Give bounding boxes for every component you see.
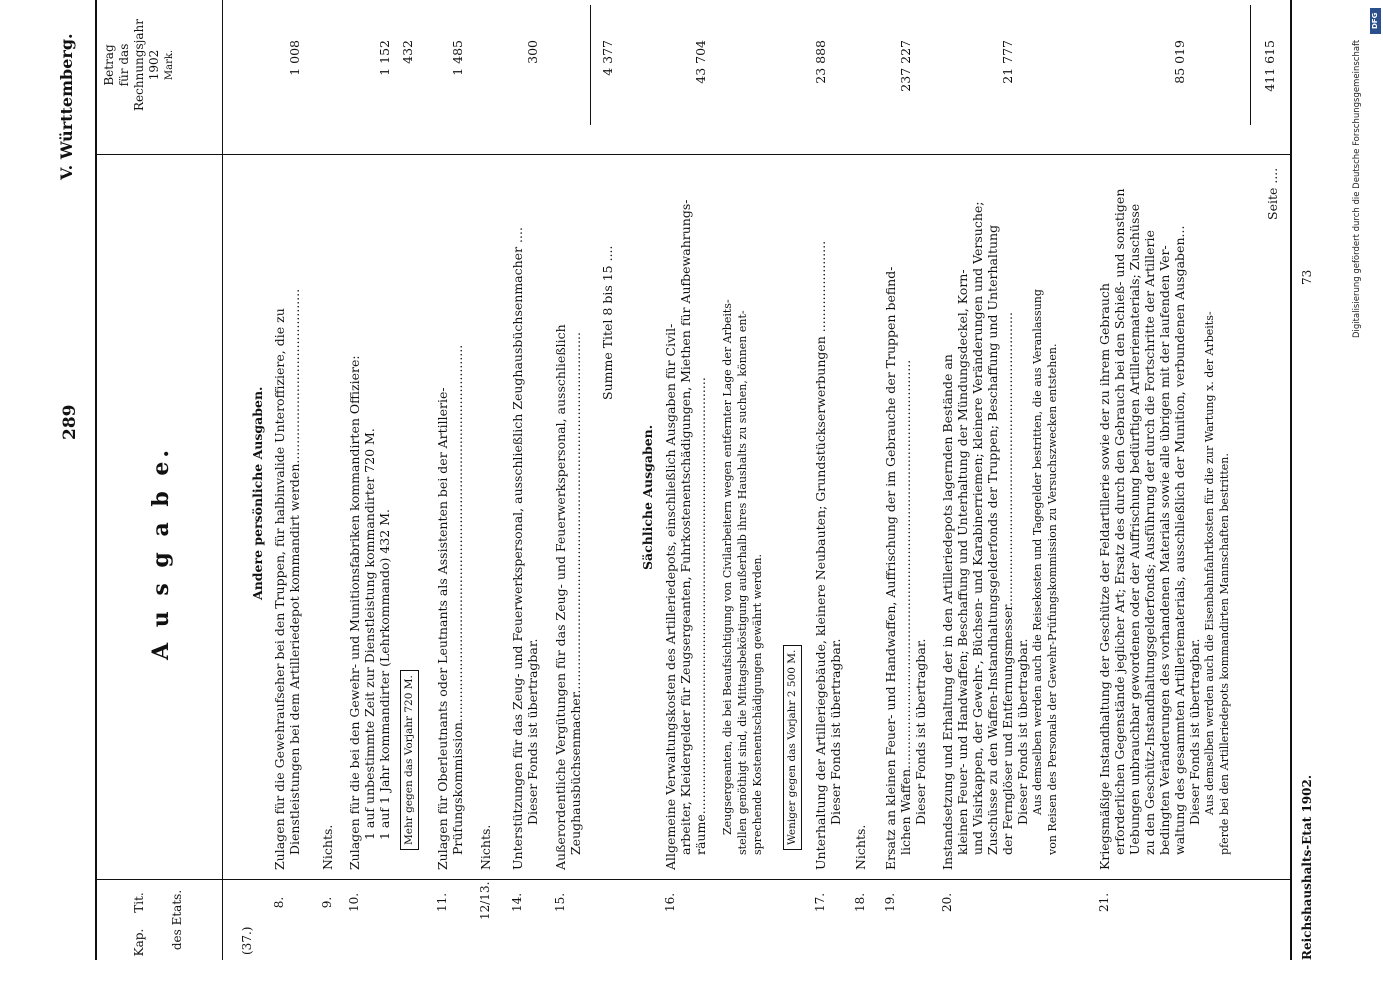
row-21-line-1: Kriegsmäßige Instandhaltung der Geschütze der Feldartillerie sowie der zu ihrem Gebrauch <box>1097 283 1112 870</box>
row-21-line-3: Uebungen unbrauchbar gewordenen oder der Auffrischung bedürftigen Artilleriematerials; Zuschüsse <box>1127 203 1142 855</box>
row-10-line-3: 1 auf 1 Jahr kommandirter (Lehrkommando) 432 M. <box>377 509 392 840</box>
row-11-line-2: Prüfungskommission............................................................................................... <box>450 344 465 855</box>
row-21-line-9: pferde bei den Artilleriedepots kommandirten Mannschaften bestritten. <box>1218 453 1231 855</box>
dfg-logo: DFG <box>1370 8 1381 34</box>
col-rule-2 <box>95 154 1290 155</box>
tit-20: 20. <box>940 892 954 913</box>
summe-rule <box>590 5 591 125</box>
row-16-line-2: arbeiter, Kleidergelder für Zeugsergeanten, Fuhrkostenentschädigungen, Miethen für Aufbewahrungs- <box>678 199 693 855</box>
mark-label: Mark. <box>164 49 175 81</box>
row-16-line-6: sprechende Kostenentschädigungen gewährt werden. <box>751 553 764 855</box>
tit-18: 18. <box>853 892 867 913</box>
row-20-line-4: Zuschüsse zu den Waffen-Instandhaltungsgelderfonds der Truppen; Beschaffung und Unterhaltung <box>985 224 1000 855</box>
row-15-line-1: Außerordentliche Vergütungen für das Zeug- und Feuerwerkspersonal, ausschließlich <box>553 324 568 870</box>
row-20-line-2: kleinen Feuer- und Handwaffen; Beschaffung und Unterhaltung der Mündungsdeckel, Korn- <box>955 269 970 855</box>
tit-21: 21. <box>1097 892 1111 913</box>
row-16-line-5: stellen genöthigt sind, die Mittagsbeköstigung außerhalb ihres Haushalts zu suchen, können ent- <box>736 310 749 855</box>
tit-10: 10. <box>347 892 361 913</box>
tit-9: 9. <box>320 896 334 909</box>
amount-10: 1 152 <box>377 40 392 76</box>
row-21-line-6: waltung des gesammten Artilleriematerials, ausschließlich der Munition, verbundenen Ausgaben... <box>1172 225 1187 855</box>
amount-17: 23 888 <box>813 40 828 84</box>
header-rule <box>222 0 223 960</box>
section-title: V. Württemberg. <box>57 33 76 180</box>
col-tit: Tit. <box>132 892 146 913</box>
tit-14: 14. <box>510 892 524 913</box>
row-21-line-5: bedingten Veränderungen des vorhandenen Materials sowie alle übrigen mit der laufenden Ver- <box>1157 245 1172 855</box>
row-11-line-1: Zulagen für Oberleutnants oder Leutnants als Assistenten bei der Artillerie- <box>435 387 450 870</box>
row-17-line-2: Dieser Fonds ist übertragbar. <box>828 638 843 825</box>
betrag-header <box>102 0 177 130</box>
amount-19: 237 227 <box>898 40 913 92</box>
heading: A u s g a b e. <box>148 445 174 660</box>
tit-15: 15. <box>553 892 567 913</box>
tit-16: 16. <box>663 892 677 913</box>
betrag-line-3: Rechnungsjahr <box>132 19 146 111</box>
row-20-line-5: der Fernglöser und Entfernungsmesser.......................................................................... <box>1000 312 1015 855</box>
row-8-line-2: Dienstleistungen bei dem Artilleriedepot kommandirt werden............................................ <box>287 288 302 855</box>
amount-20: 21 777 <box>1000 40 1015 84</box>
row-14-line-1: Unterstützungen für das Zeug- und Feuerwerkspersonal, ausschließlich Zeughausbüchsenmacher .... <box>510 227 525 870</box>
footer-page: 73 <box>1300 269 1314 285</box>
page-number: 289 <box>60 404 80 440</box>
total-rule <box>1250 5 1251 125</box>
row-16-line-1: Allgemeine Verwaltungskosten des Artilleriedepots, einschließlich Ausgaben für Civil- <box>663 323 678 870</box>
top-rule <box>95 0 97 960</box>
amount-8: 1 008 <box>287 40 302 76</box>
row-21-line-2: erforderlichen Gegenstände jeglicher Art; Ersatz des durch den Gebrauch bei den Schieß- und sonstigen <box>1112 188 1127 855</box>
row-18-line-1: Nichts. <box>853 824 868 870</box>
amount-10-mehr: 432 <box>400 40 415 64</box>
tit-11: 11. <box>435 892 449 913</box>
betrag-line-1: Betrag <box>102 44 116 86</box>
amount-16: 43 704 <box>693 40 708 84</box>
row-20-line-8: von Reisen des Personals der Gewehr-Prüfungskommission zu Versuchszwecken entstehen. <box>1046 343 1059 855</box>
bottom-rule <box>1290 0 1292 960</box>
row-10-line-2: 1 auf unbestimmte Zeit zur Dienstleistung kommandirter 720 M. <box>362 428 377 840</box>
col-rule-1 <box>95 879 1290 880</box>
tit-17: 17. <box>813 892 827 913</box>
row-20-line-3: und Visirkappen, der Gewehr-, Büchsen- und Karabinerriemen; kleinere Veränderungen und Versuche; <box>970 201 985 855</box>
row-21-line-8: Aus demselben werden auch die Eisenbahnfahrtkosten für die zur Wartung x. der Arbeits- <box>1203 311 1216 815</box>
col-kap: Kap. <box>132 928 146 957</box>
kap-value: (37.) <box>240 926 254 955</box>
row-16-note: Weniger gegen das Vorjahr 2 500 M. <box>783 645 802 850</box>
row-12-line-1: Nichts. <box>478 824 493 870</box>
row-17-line-1: Unterhaltung der Artilleriegebäude, kleinere Neubauten; Grundstückserwerbungen ....................... <box>813 240 828 870</box>
betrag-line-4: 1902 <box>147 49 161 81</box>
row-19-line-2: lichen Waffen....................................................................................................... <box>898 359 913 855</box>
amount-14: 300 <box>525 40 540 64</box>
tit-12-13: 12/13. <box>478 881 492 920</box>
section-personal: Andere persönliche Ausgaben. <box>250 386 265 600</box>
footer-etat: Reichshaushalts-Etat 1902. <box>1300 774 1314 960</box>
tit-19: 19. <box>883 892 897 913</box>
row-19-line-3: Dieser Fonds ist übertragbar. <box>913 638 928 825</box>
row-10-note: Mehr gegen das Vorjahr 720 M. <box>400 670 419 850</box>
amount-summe: 4 377 <box>600 40 615 76</box>
section-sachlich: Sächliche Ausgaben. <box>640 424 655 570</box>
attribution-text: Digitalisierung gefördert durch die Deutsche Forschungsgemeinschaft <box>1352 40 1362 339</box>
row-14-line-2: Dieser Fonds ist übertragbar. <box>525 638 540 825</box>
row-20-line-1: Instandsetzung und Erhaltung der in den Artilleriedepots lagernden Bestände an <box>940 354 955 870</box>
summe-label: Summe Titel 8 bis 15 .... <box>600 245 615 400</box>
row-20-line-6: Dieser Fonds ist übertragbar. <box>1015 638 1030 825</box>
row-16-line-3: räume.............................................................................................................. <box>693 377 708 855</box>
amount-21: 85 019 <box>1172 40 1187 84</box>
tit-8: 8. <box>272 896 286 909</box>
amount-11: 1 485 <box>450 40 465 76</box>
row-21-line-7: Dieser Fonds ist übertragbar. <box>1187 638 1202 825</box>
seite-label: Seite .... <box>1265 167 1280 220</box>
betrag-line-2: für das <box>117 43 131 87</box>
row-8-line-1: Zulagen für die Gewehraufseher bei den Truppen, für halbinvalide Unteroffiziere, die zu <box>272 308 287 870</box>
row-15-line-2: Zeughausbüchsenmacher........................................................................................... <box>568 331 583 855</box>
row-9-line-1: Nichts. <box>320 824 335 870</box>
seite-total: 411 615 <box>1262 40 1277 92</box>
row-10-line-1: Zulagen für die bei den Gewehr- und Munitionsfabriken kommandirten Offiziere: <box>347 355 362 870</box>
row-21-line-4: zu den Geschütz-Instandhaltungsgelderfonds; Ausführung der durch die Fortschritte der Artillerie <box>1142 230 1157 855</box>
row-20-line-7: Aus demselben werden auch die Reisekosten und Tagegelder bestritten, die aus Veranlassung <box>1031 289 1044 815</box>
row-16-line-4: Zeugsergeanten, die bei Beaufsichtigung von Civilarbeitern wegen entfernter Lage der Arbeits- <box>721 299 734 835</box>
row-19-line-1: Ersatz an kleinen Feuer- und Handwaffen, Auffrischung der im Gebrauche der Truppen befind- <box>883 266 898 870</box>
col-des-etats: des Etats. <box>170 889 184 951</box>
